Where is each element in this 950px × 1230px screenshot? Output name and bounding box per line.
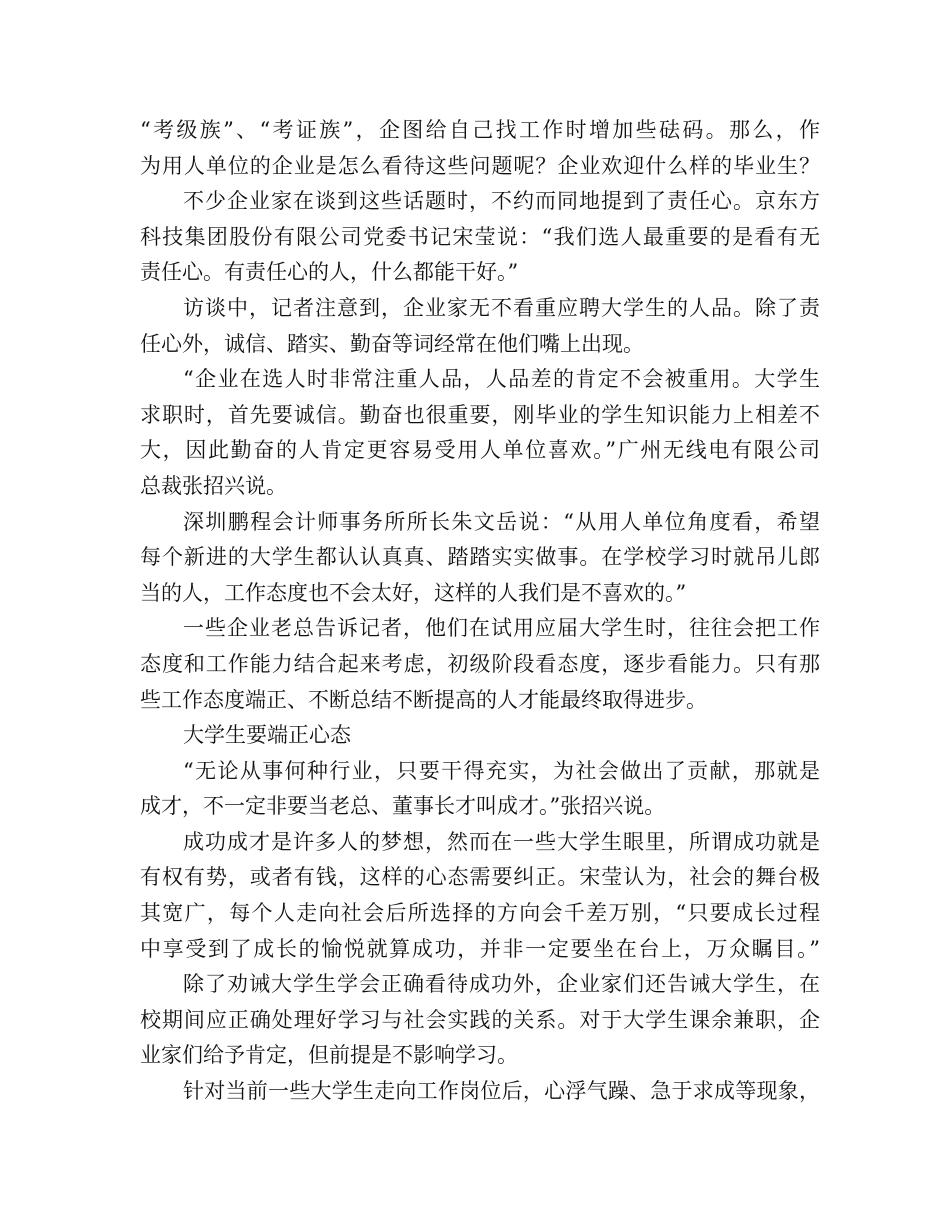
text-line: 大学生要端正心态 (183, 723, 351, 748)
text-line: “企业在选人时非常注重人品，人品差的肯定不会被重用。大学生 (183, 367, 820, 392)
text-line: “无论从事何种行业，只要干得充实，为社会做出了贡献，那就是 (183, 758, 820, 783)
text-line: 任心外，诚信、踏实、勤奋等词经常在他们嘴上出现。 (140, 331, 644, 356)
text-line: 访谈中，记者注意到，企业家无不看重应聘大学生的人品。除了责 (183, 295, 820, 320)
text-line: 业家们给予肯定，但前提是不影响学习。 (140, 1043, 518, 1068)
text-line: 深圳鹏程会计师事务所所长朱文岳说：“从用人单位角度看，希望 (183, 509, 820, 534)
text-line: 为用人单位的企业是怎么看待这些问题呢？企业欢迎什么样的毕业生？ (140, 153, 820, 178)
text-line: 一些企业老总告诉记者，他们在试用应届大学生时，往往会把工作 (183, 616, 820, 641)
text-line: 态度和工作能力结合起来考虑，初级阶段看态度，逐步看能力。只有那 (140, 651, 820, 676)
text-line: 校期间应正确处理好学习与社会实践的关系。对于大学生课余兼职，企 (140, 1007, 820, 1032)
text-line: 中享受到了成长的愉悦就算成功，并非一定要坐在台上，万众瞩目。” (140, 936, 820, 961)
text-line: 科技集团股份有限公司党委书记宋莹说：“我们选人最重要的是看有无 (140, 224, 820, 249)
text-line: 其宽广，每个人走向社会后所选择的方向会千差万别，“只要成长过程 (140, 901, 820, 926)
text-line: 除了劝诫大学生学会正确看待成功外，企业家们还告诫大学生，在 (183, 972, 820, 997)
text-line: “考级族”、“考证族”，企图给自己找工作时增加些砝码。那么，作 (140, 118, 820, 142)
text-line: 大，因此勤奋的人肯定更容易受用人单位喜欢。”广州无线电有限公司 (140, 438, 820, 463)
text-line: 针对当前一些大学生走向工作岗位后，心浮气躁、急于求成等现象， (183, 1079, 820, 1104)
text-line: 不少企业家在谈到这些话题时，不约而同地提到了责任心。京东方 (183, 189, 820, 214)
text-line: 有权有势，或者有钱，这样的心态需要纠正。宋莹认为，社会的舞台极 (140, 865, 820, 890)
text-line: 成功成才是许多人的梦想，然而在一些大学生眼里，所谓成功就是 (183, 829, 820, 854)
article-body (140, 113, 820, 1110)
text-line: 总裁张招兴说。 (140, 473, 287, 498)
text-line: 责任心。有责任心的人，什么都能干好。” (140, 260, 519, 285)
text-line: 成才，不一定非要当老总、董事长才叫成才。”张招兴说。 (140, 794, 666, 819)
text-line: 求职时，首先要诚信。勤奋也很重要，刚毕业的学生知识能力上相差不 (140, 402, 820, 427)
text-line: 当的人，工作态度也不会太好，这样的人我们是不喜欢的。” (140, 580, 687, 605)
text-line: 每个新进的大学生都认认真真、踏踏实实做事。在学校学习时就吊儿郎 (140, 545, 820, 570)
text-line: 些工作态度端正、不断总结不断提高的人才能最终取得进步。 (140, 687, 707, 712)
